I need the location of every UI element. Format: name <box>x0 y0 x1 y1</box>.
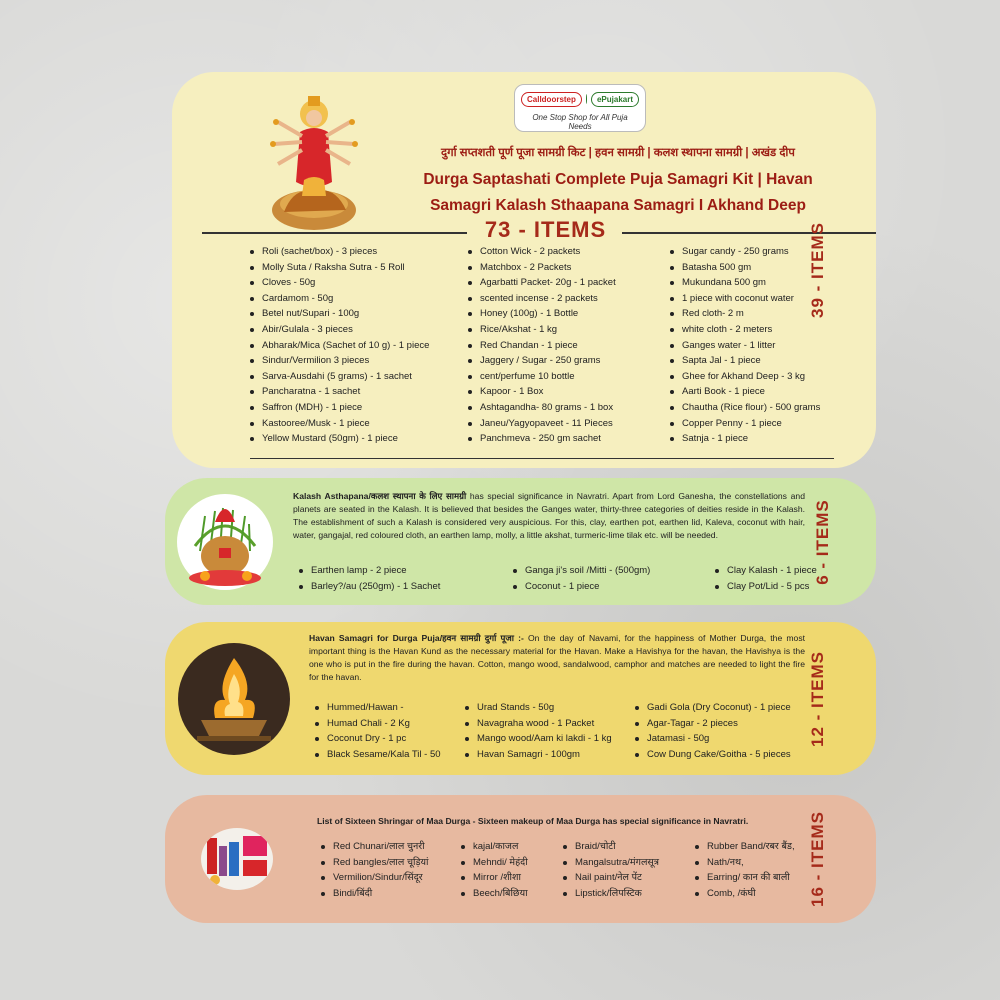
brand-logo <box>514 84 646 132</box>
list-item: Nail paint/नेल पेंट <box>563 870 659 886</box>
list-item: Cow Dung Cake/Goitha - 5 pieces <box>635 747 791 763</box>
list-item: Lipstick/लिपस्टिक <box>563 886 659 902</box>
list-item: Navagraha wood - 1 Packet <box>465 716 612 732</box>
list-item: scented incense - 2 packets <box>468 291 616 307</box>
list-item: Red Chandan - 1 piece <box>468 338 616 354</box>
shringar-items-image <box>201 828 273 890</box>
list-item: Satnja - 1 piece <box>670 431 820 447</box>
list-item: Urad Stands - 50g <box>465 700 612 716</box>
side-items-label: 12 - ITEMS <box>808 650 828 747</box>
list-item: Chautha (Rice flour) - 500 grams <box>670 400 820 416</box>
list-item: Pancharatna - 1 sachet <box>250 384 429 400</box>
kalash-text: has special significance in Navratri. Apart from Lord Ganesha, the constellations and planets are seated in the Kalash. It is believed that besides the Ganges water, thirty-three categories of deities reside in the Kalash. The establishment of such a Kalash is considered very auspicious. For this, clay, earthen pot, earthen lid, Kaleva, coconut with hair, water, gangajal, red coloured cloth, an earthen lamp, molly, a little akshat, turmeric-lime tilak etc. will be needed. <box>293 491 805 540</box>
list-item: Mukundana 500 gm <box>670 275 820 291</box>
list-item: Coconut Dry - 1 pc <box>315 731 441 747</box>
list-item: Saffron (MDH) - 1 piece <box>250 400 429 416</box>
list-item: Jaggery / Sugar - 250 grams <box>468 353 616 369</box>
list-item: Ghee for Akhand Deep - 3 kg <box>670 369 820 385</box>
side-items-label: 16 - ITEMS <box>808 811 828 907</box>
samagri-kit-card <box>172 72 876 468</box>
list-item: Jatamasi - 50g <box>635 731 791 747</box>
havan-list-col1 <box>315 700 441 762</box>
list-item: kajal/काजल <box>461 839 528 855</box>
kit-title-line2: Samagri Kalash Sthaapana Samagri I Akhand Deep <box>430 197 806 214</box>
item-list-col2 <box>468 244 616 447</box>
havan-card <box>165 622 876 775</box>
list-item: Red Chunari/लाल चुनरी <box>321 839 429 855</box>
list-item: Molly Suta / Raksha Sutra - 5 Roll <box>250 260 429 276</box>
list-item: Rice/Akshat - 1 kg <box>468 322 616 338</box>
logo-tagline: One Stop Shop for All Puja Needs <box>532 113 628 131</box>
shringar-list-col1 <box>321 839 429 901</box>
list-item: Agar-Tagar - 2 pieces <box>635 716 791 732</box>
list-item: Havan Samagri - 100gm <box>465 747 612 763</box>
list-item: Ganges water - 1 litter <box>670 338 820 354</box>
list-item: Earthen lamp - 2 piece <box>299 563 440 579</box>
side-items-label: 39 - ITEMS <box>808 222 828 318</box>
list-item: Mehndi/ मेहंदी <box>461 855 528 871</box>
list-item: Kapoor - 1 Box <box>468 384 616 400</box>
list-item: Comb, /कंघी <box>695 886 795 902</box>
shringar-list-col2 <box>461 839 528 901</box>
list-item: Bindi/बिंदी <box>321 886 429 902</box>
kalash-list-col1 <box>299 563 440 594</box>
list-item: Mirror /शीशा <box>461 870 528 886</box>
kalash-image <box>175 486 275 596</box>
list-item: Janeu/Yagyopaveet - 11 Pieces <box>468 416 616 432</box>
list-item: cent/perfume 10 bottle <box>468 369 616 385</box>
list-item: Copper Penny - 1 piece <box>670 416 820 432</box>
list-item: Hummed/Hawan - <box>315 700 441 716</box>
kalash-list-col2 <box>513 563 650 594</box>
havan-fire-image <box>175 640 293 758</box>
list-item: Braid/चोटी <box>563 839 659 855</box>
list-item: Earring/ कान की बाली <box>695 870 795 886</box>
list-item: Abir/Gulala - 3 pieces <box>250 322 429 338</box>
list-item: Sapta Jal - 1 piece <box>670 353 820 369</box>
list-item: Honey (100g) - 1 Bottle <box>468 306 616 322</box>
calldoorstep-logo: Calldoorstep <box>521 92 582 107</box>
list-item: Sindur/Vermilion 3 pieces <box>250 353 429 369</box>
list-item: Rubber Band/रबर बैंड, <box>695 839 795 855</box>
list-item: Sugar candy - 250 grams <box>670 244 820 260</box>
item-list-col1 <box>250 244 429 447</box>
list-item: Red bangles/लाल चूड़ियां <box>321 855 429 871</box>
list-item: Mangalsutra/मंगलसूत्र <box>563 855 659 871</box>
list-item: Kastooree/Musk - 1 piece <box>250 416 429 432</box>
list-item: Clay Pot/Lid - 5 pcs <box>715 579 817 595</box>
havan-heading: Havan Samagri for Durga Puja/हवन सामग्री दुर्गा पूजा :- <box>309 633 524 643</box>
divider-bottom <box>250 458 834 459</box>
havan-list-col3 <box>635 700 791 762</box>
list-item: Gadi Gola (Dry Coconut) - 1 piece <box>635 700 791 716</box>
list-item: Cardamom - 50g <box>250 291 429 307</box>
kit-title-line1: Durga Saptashati Complete Puja Samagri Kit | Havan <box>423 171 813 188</box>
shringar-list-col3 <box>563 839 659 901</box>
list-item: Red cloth- 2 m <box>670 306 820 322</box>
list-item: Matchbox - 2 Packets <box>468 260 616 276</box>
shringar-list-col4 <box>695 839 795 901</box>
item-list-col3 <box>670 244 820 447</box>
list-item: Agarbatti Packet- 20g - 1 packet <box>468 275 616 291</box>
list-item: Betel nut/Supari - 100g <box>250 306 429 322</box>
havan-list-col2 <box>465 700 612 762</box>
list-item: Humad Chali - 2 Kg <box>315 716 441 732</box>
list-item: Mango wood/Aam ki lakdi - 1 kg <box>465 731 612 747</box>
divider-right <box>622 232 876 234</box>
kalash-card <box>165 478 876 605</box>
items-count-heading: 73 - ITEMS <box>484 217 607 242</box>
list-item: Abharak/Mica (Sachet of 10 g) - 1 piece <box>250 338 429 354</box>
epujakart-logo: ePujakart <box>591 92 639 107</box>
list-item: Sarva-Ausdahi (5 grams) - 1 sachet <box>250 369 429 385</box>
list-item: Barley?/au (250gm) - 1 Sachet <box>299 579 440 595</box>
list-item: Aarti Book - 1 piece <box>670 384 820 400</box>
list-item: Panchmeva - 250 gm sachet <box>468 431 616 447</box>
list-item: Cotton Wick - 2 packets <box>468 244 616 260</box>
list-item: Black Sesame/Kala Til - 50 <box>315 747 441 763</box>
havan-description <box>309 632 805 684</box>
hindi-title: दुर्गा सप्तशती पूर्ण पूजा सामग्री किट | हवन सामग्री | कलश स्थापना सामग्री | अखंड दीप <box>441 147 795 159</box>
list-item: Nath/नथ, <box>695 855 795 871</box>
kalash-description <box>293 490 805 542</box>
list-item: 1 piece with coconut water <box>670 291 820 307</box>
divider-left <box>202 232 467 234</box>
list-item: Ganga ji's soil /Mitti - (500gm) <box>513 563 650 579</box>
list-item: Ashtagandha- 80 grams - 1 box <box>468 400 616 416</box>
epujakart-logo-icon <box>586 94 587 104</box>
side-items-label: 6 - ITEMS <box>813 498 833 585</box>
durga-deity-image <box>264 92 364 237</box>
kalash-list-col3 <box>715 563 817 594</box>
list-item: Beech/बिछिया <box>461 886 528 902</box>
shringar-title: List of Sixteen Shringar of Maa Durga - Sixteen makeup of Maa Durga has special significance in Navratri. <box>317 816 749 826</box>
list-item: white cloth - 2 meters <box>670 322 820 338</box>
list-item: Batasha 500 gm <box>670 260 820 276</box>
havan-text: On the day of Navami, for the happiness of Mother Durga, the most important thing is the Havan Kund as the necessary material for the Havan. Make a Havishya for the havan, the Havishya is the one who is put in the fire during the havan. Cotton, mango wood, sandalwood, camphor and matches are needed to light the fire for the havan. <box>309 633 805 682</box>
list-item: Roli (sachet/box) - 3 pieces <box>250 244 429 260</box>
shringar-card <box>165 795 876 923</box>
list-item: Vermilion/Sindur/सिंदूर <box>321 870 429 886</box>
kit-title <box>408 167 828 219</box>
list-item: Cloves - 50g <box>250 275 429 291</box>
kalash-heading: Kalash Asthapana/कलश स्थापना के लिए सामग्री <box>293 491 467 501</box>
list-item: Clay Kalash - 1 piece <box>715 563 817 579</box>
list-item: Yellow Mustard (50gm) - 1 piece <box>250 431 429 447</box>
list-item: Coconut - 1 piece <box>513 579 650 595</box>
